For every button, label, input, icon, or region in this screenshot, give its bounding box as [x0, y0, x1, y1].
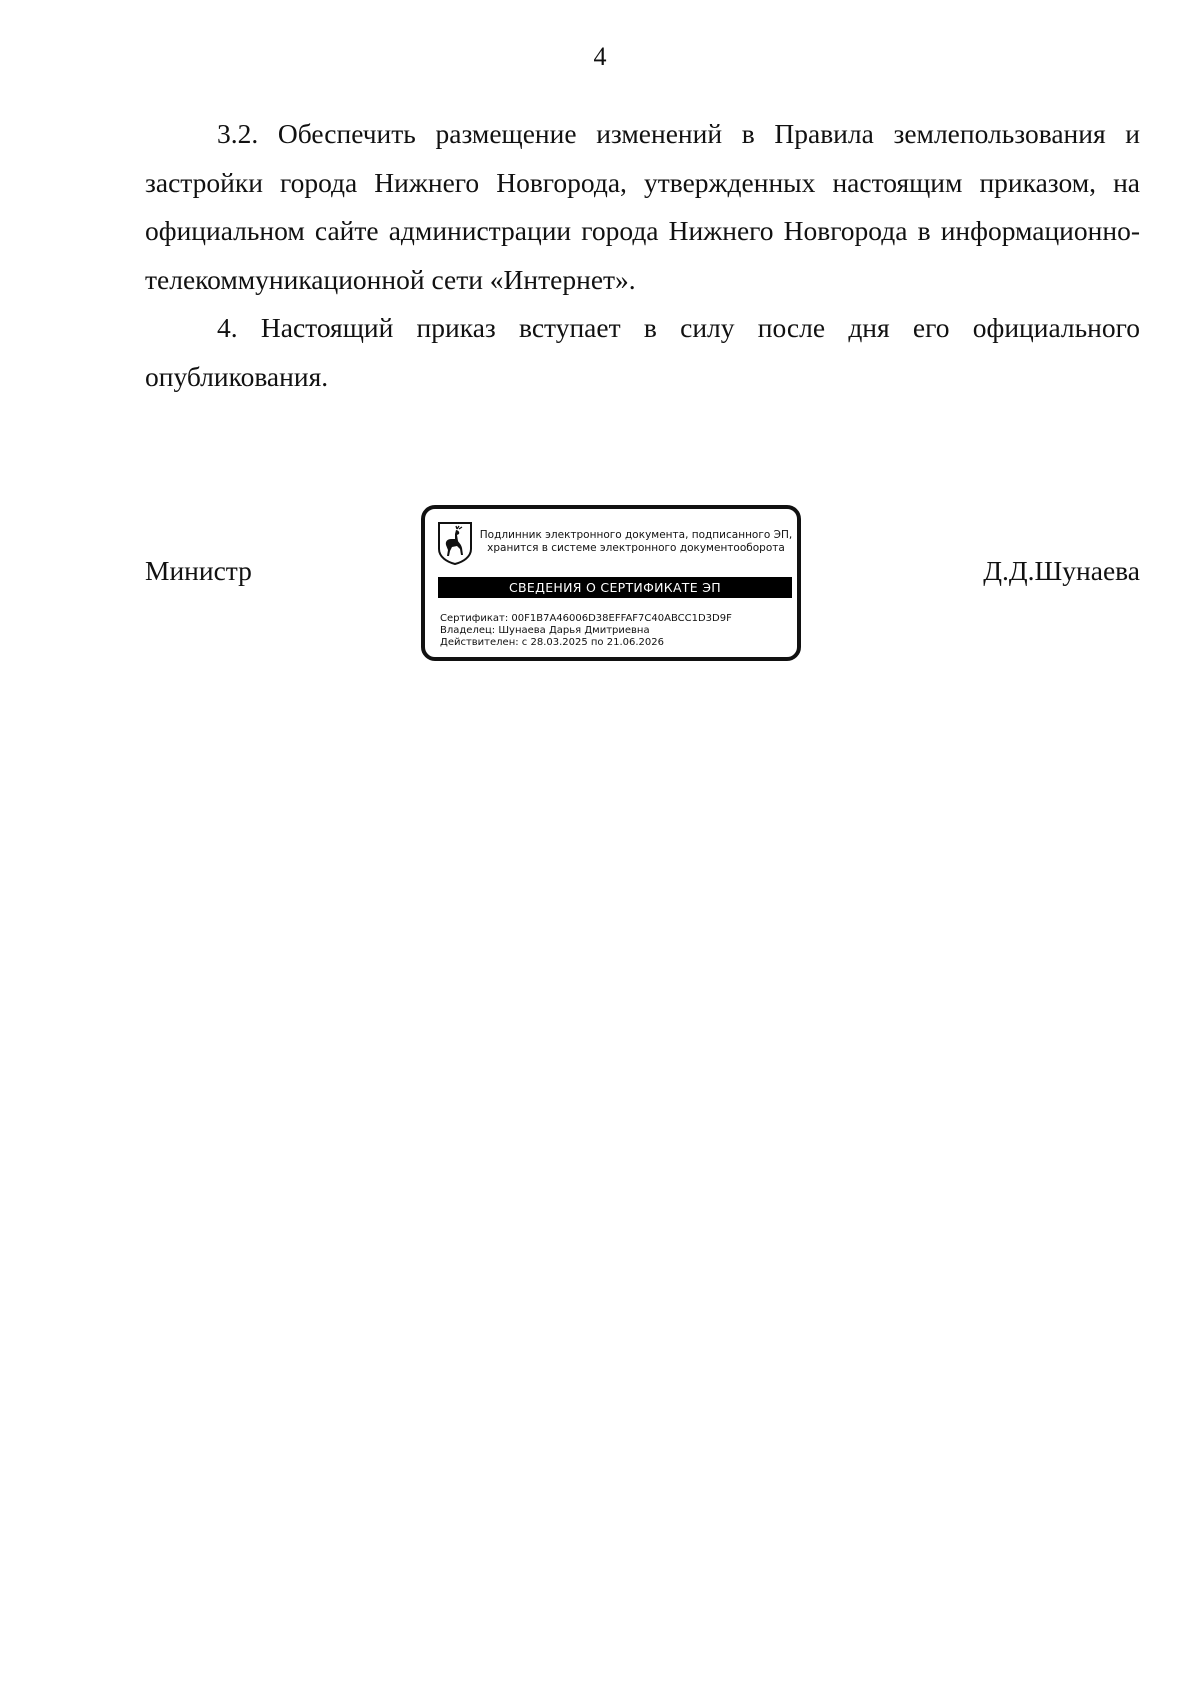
certificate-info-bar: СВЕДЕНИЯ О СЕРТИФИКАТЕ ЭП	[438, 577, 792, 598]
signer-name: Д.Д.Шунаева	[983, 555, 1140, 586]
stamp-header-line-2: хранится в системе электронного документооборота	[487, 542, 785, 554]
stamp-header-line-1: Подлинник электронного документа, подписанного ЭП,	[479, 529, 793, 541]
certificate-validity: Действителен: с 28.03.2025 по 21.06.2026	[440, 637, 664, 648]
paragraph-3-2: 3.2. Обеспечить размещение изменений в Правила землепользования и застройки города Нижнего Новгорода, утвержденных настоящим приказом, на официальном сайте администрации города Нижнего Новгорода в информационно-телекоммуникационной сети «Интернет».	[145, 118, 1140, 295]
certificate-owner: Владелец: Шунаева Дарья Дмитриевна	[440, 625, 650, 636]
digital-signature-stamp	[421, 505, 801, 661]
certificate-details	[440, 613, 732, 649]
stamp-header	[477, 529, 795, 555]
page-number: 4	[593, 42, 607, 71]
paragraph-4: 4. Настоящий приказ вступает в силу после дня его официального опубликования.	[145, 312, 1140, 392]
deer-emblem-icon	[437, 521, 473, 565]
document-body	[145, 110, 1140, 401]
signer-position: Министр	[145, 555, 252, 586]
certificate-number: Сертификат: 00F1B7A46006D38EFFAF7C40ABCC1D3D9F	[440, 613, 732, 624]
